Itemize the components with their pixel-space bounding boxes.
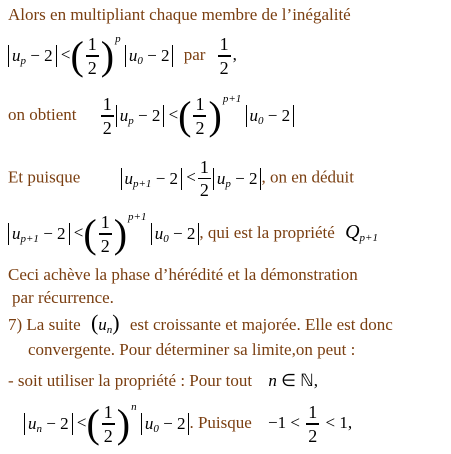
abs-u0-minus-2: $u_0 - 2$ — [141, 413, 190, 435]
text-line-1: Alors en multipliant chaque membre de l’inégalité — [8, 5, 351, 24]
fraction-half: $\frac{1}{2}$ — [103, 402, 113, 446]
fraction-half: $\frac{1}{2}$ — [199, 157, 209, 201]
abs-u0-minus-2: $u_0 - 2$ — [125, 45, 174, 67]
fraction-half: $\frac{1}{2}$ — [87, 34, 97, 78]
fraction-half: $\frac{1}{2}$ — [308, 402, 318, 446]
inequality-obtained: on obtient $\frac{1}{2}$ $u_p - 2$ <( $\frac{1}{2}$ )$^{p+1}$ $u_0 - 2$ — [8, 94, 294, 137]
property-Q: Q — [345, 221, 360, 243]
abs-up-minus-2: $u_p - 2$ — [8, 45, 57, 67]
abs-un-minus-2: $u_n - 2$ — [24, 413, 73, 435]
text-line-10: - soit utiliser la propriété : Pour tout n ∈ ℕ, — [8, 371, 319, 390]
text-line-6: Ceci achève la phase d’hérédité et la démonstration — [8, 265, 358, 284]
inequality-hypothesis: $u_p - 2$ <( $\frac{1}{2}$ )$^p$ $u_0 - 2$ par $\frac{1}{2}$ , — [8, 34, 237, 77]
question-7-line: 7) La suite $(u_n)$ est croissante et majorée. Elle est donc — [8, 310, 393, 336]
fraction-half: $\frac{1}{2}$ — [195, 94, 205, 138]
inequality-general: $u_n - 2$ <( $\frac{1}{2}$ )$^n$ $u_0 - 2$ . Puisque −1 < $\frac{1}{2}$ < 1, — [24, 402, 352, 445]
abs-up1-minus-2: $u_{p+1} - 2$ — [8, 223, 70, 245]
abs-u0-minus-2: $u_0 - 2$ — [151, 223, 200, 245]
fraction-half: $\frac{1}{2}$ — [102, 94, 112, 138]
fraction-half-multiplier: $\frac{1}{2}$ — [219, 34, 229, 78]
abs-up-minus-2: $u_p - 2$ — [116, 105, 165, 127]
text-line-7: par récurrence. — [12, 288, 114, 307]
inequality-property: $u_{p+1} - 2$ <( $\frac{1}{2}$ )$^{p+1}$ $u_0 - 2$ , qui est la propriété $Q_{p+1}$ — [8, 212, 378, 255]
abs-up1-minus-2: $u_{p+1} - 2$ — [121, 168, 183, 190]
abs-up-minus-2: $u_p - 2$ — [213, 168, 262, 190]
fraction-half: $\frac{1}{2}$ — [100, 212, 110, 256]
abs-u0-minus-2: $u_0 - 2$ — [246, 105, 295, 127]
text-line-9: convergente. Pour déterminer sa limite,on peut : — [28, 340, 356, 359]
inequality-since: Et puisque $u_{p+1} - 2$ < $\frac{1}{2}$ $u_p - 2$ , on en déduit — [8, 157, 355, 201]
